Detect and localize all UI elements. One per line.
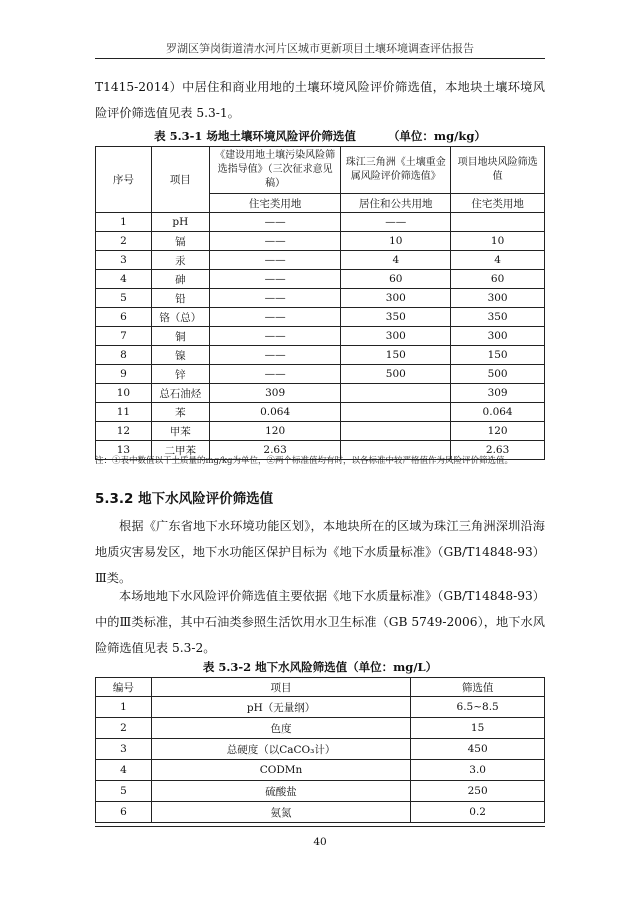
soil-cell-no: 4 <box>96 270 152 289</box>
table-row <box>96 802 545 823</box>
soil-cell-no: 1 <box>96 213 152 232</box>
soil-cell-v3: 150 <box>451 346 545 365</box>
soil-cell-no: 9 <box>96 365 152 384</box>
gw-cell-item: CODMn <box>151 760 410 781</box>
soil-cell-item: 镉 <box>151 232 209 251</box>
soil-cell-no: 10 <box>96 384 152 403</box>
table-row <box>96 365 545 384</box>
soil-cell-item: 汞 <box>151 251 209 270</box>
soil-cell-item: 铜 <box>151 327 209 346</box>
soil-cell-v1: 2.63 <box>209 441 341 460</box>
table-row <box>96 697 545 718</box>
gw-table-header-row <box>96 678 545 697</box>
soil-cell-item: 铅 <box>151 289 209 308</box>
table-row <box>96 327 545 346</box>
soil-cell-v2: 300 <box>341 289 451 308</box>
soil-cell-no: 13 <box>96 441 152 460</box>
table-row <box>96 403 545 422</box>
soil-col-std1: 《建设用地土壤污染风险筛选指导值》（三次征求意见稿） <box>209 147 341 194</box>
soil-cell-v2 <box>341 384 451 403</box>
table-row <box>96 346 545 365</box>
soil-cell-v1: —— <box>209 346 341 365</box>
section-heading: 5.3.2 地下水风险评价筛选值 <box>95 491 274 507</box>
soil-cell-v1: 309 <box>209 384 341 403</box>
soil-cell-v1: —— <box>209 251 341 270</box>
gw-cell-no: 2 <box>96 718 152 739</box>
soil-cell-v3: 500 <box>451 365 545 384</box>
gw-cell-value: 6.5~8.5 <box>411 697 545 718</box>
table-row <box>96 251 545 270</box>
soil-cell-no: 8 <box>96 346 152 365</box>
soil-cell-v3: 350 <box>451 308 545 327</box>
gw-cell-value: 15 <box>411 718 545 739</box>
soil-cell-no: 12 <box>96 422 152 441</box>
soil-cell-v1: —— <box>209 270 341 289</box>
soil-cell-v2: 10 <box>341 232 451 251</box>
table-row <box>96 213 545 232</box>
soil-table-header-row <box>96 147 545 194</box>
intro-paragraph: T1415-2014）中居住和商业用地的土壤环境风险评价筛选值，本地块土壤环境风险评价筛选值见表 5.3-1。 <box>95 80 545 120</box>
soil-cell-v2: 300 <box>341 327 451 346</box>
soil-cell-v3: 2.63 <box>451 441 545 460</box>
soil-sub-std2: 居住和公共用地 <box>341 194 451 213</box>
soil-cell-item: 二甲苯 <box>151 441 209 460</box>
soil-cell-no: 6 <box>96 308 152 327</box>
soil-cell-v2: —— <box>341 213 451 232</box>
table-row <box>96 289 545 308</box>
soil-cell-v2: 60 <box>341 270 451 289</box>
soil-cell-item: 总石油烃 <box>151 384 209 403</box>
gw-cell-no: 4 <box>96 760 152 781</box>
gw-col-item: 项目 <box>151 678 410 697</box>
soil-cell-item: 砷 <box>151 270 209 289</box>
soil-cell-item: 镍 <box>151 346 209 365</box>
table-row <box>96 781 545 802</box>
gw-cell-item: 总硬度（以CaCO₃计） <box>151 739 410 760</box>
table-row <box>96 308 545 327</box>
soil-screening-table <box>95 146 545 460</box>
soil-cell-v1: —— <box>209 232 341 251</box>
soil-cell-no: 11 <box>96 403 152 422</box>
soil-cell-v3: 300 <box>451 289 545 308</box>
soil-cell-item: 锌 <box>151 365 209 384</box>
page-number: 40 <box>313 836 327 848</box>
soil-cell-no: 7 <box>96 327 152 346</box>
gw-cell-item: 色度 <box>151 718 410 739</box>
soil-sub-std1: 住宅类用地 <box>209 194 341 213</box>
gw-cell-no: 6 <box>96 802 152 823</box>
soil-cell-v3: 4 <box>451 251 545 270</box>
gw-cell-item: 硫酸盐 <box>151 781 410 802</box>
soil-col-site: 项目地块风险筛选值 <box>451 147 545 194</box>
soil-cell-v2: 150 <box>341 346 451 365</box>
soil-cell-v3 <box>451 213 545 232</box>
soil-cell-v2 <box>341 422 451 441</box>
table-row <box>96 760 545 781</box>
gw-col-value: 筛选值 <box>411 678 545 697</box>
soil-cell-no: 5 <box>96 289 152 308</box>
soil-cell-v2: 4 <box>341 251 451 270</box>
soil-cell-v3: 300 <box>451 327 545 346</box>
soil-cell-item: 苯 <box>151 403 209 422</box>
soil-cell-v1: —— <box>209 327 341 346</box>
gw-table-caption: 表 5.3-2 地下水风险筛选值（单位：mg/L） <box>202 660 438 674</box>
soil-cell-v2 <box>341 403 451 422</box>
soil-table-note: 注：①表中数值以干土质量的mg/kg为单位，②两个标准值均有时，以各标准中较严格值作为风险评价筛选值。 <box>95 456 513 466</box>
soil-cell-item: 铬（总） <box>151 308 209 327</box>
soil-cell-v2: 500 <box>341 365 451 384</box>
table-row <box>96 270 545 289</box>
soil-col-item: 项目 <box>151 147 209 213</box>
header-rule <box>95 58 545 59</box>
soil-cell-no: 3 <box>96 251 152 270</box>
table-row <box>96 718 545 739</box>
gw-cell-value: 450 <box>411 739 545 760</box>
soil-cell-v2: 350 <box>341 308 451 327</box>
gw-cell-no: 1 <box>96 697 152 718</box>
gw-cell-item: 氨氮 <box>151 802 410 823</box>
soil-cell-v3: 60 <box>451 270 545 289</box>
soil-cell-v1: —— <box>209 289 341 308</box>
running-header: 罗湖区笋岗街道清水河片区城市更新项目土壤环境调查评估报告 <box>166 42 474 55</box>
soil-cell-item: pH <box>151 213 209 232</box>
soil-cell-v1: 120 <box>209 422 341 441</box>
soil-table-caption-text: 表 5.3-1 场地土壤环境风险评价筛选值 <box>154 129 356 143</box>
gw-paragraph-2: 本场地地下水风险评价筛选值主要依据《地下水质量标准》（GB/T14848-93）中的Ⅲ类标准，其中石油类参照生活饮用水卫生标准（GB 5749-2006），地下水风险筛选值见表 5.3-2。 <box>95 589 545 655</box>
soil-cell-item: 甲苯 <box>151 422 209 441</box>
soil-sub-site: 住宅类用地 <box>451 194 545 213</box>
table-row <box>96 422 545 441</box>
soil-cell-v3: 120 <box>451 422 545 441</box>
table-row <box>96 384 545 403</box>
soil-cell-no: 2 <box>96 232 152 251</box>
soil-cell-v3: 309 <box>451 384 545 403</box>
table-row <box>96 739 545 760</box>
soil-cell-v1: —— <box>209 213 341 232</box>
soil-col-std2: 珠江三角洲《土壤重金属风险评价筛选值》 <box>341 147 451 194</box>
gw-paragraph-1: 根据《广东省地下水环境功能区划》，本地块所在的区域为珠江三角洲深圳沿海地质灾害易发区，地下水功能区保护目标为《地下水质量标准》（GB/T14848-93）Ⅲ类。 <box>95 519 545 585</box>
soil-table-caption <box>95 128 545 144</box>
soil-col-serial: 序号 <box>96 147 152 213</box>
soil-cell-v3: 0.064 <box>451 403 545 422</box>
gw-cell-value: 0.2 <box>411 802 545 823</box>
soil-cell-v1: —— <box>209 308 341 327</box>
gw-cell-value: 3.0 <box>411 760 545 781</box>
gw-cell-item: pH（无量纲） <box>151 697 410 718</box>
groundwater-screening-table <box>95 677 545 823</box>
table-row <box>96 232 545 251</box>
gw-cell-no: 5 <box>96 781 152 802</box>
soil-cell-v1: 0.064 <box>209 403 341 422</box>
soil-table-unit: （单位：mg/kg） <box>387 129 486 143</box>
gw-col-no: 编号 <box>96 678 152 697</box>
gw-cell-no: 3 <box>96 739 152 760</box>
gw-cell-value: 250 <box>411 781 545 802</box>
soil-cell-v1: —— <box>209 365 341 384</box>
soil-cell-v3: 10 <box>451 232 545 251</box>
footer-rule <box>95 826 545 827</box>
